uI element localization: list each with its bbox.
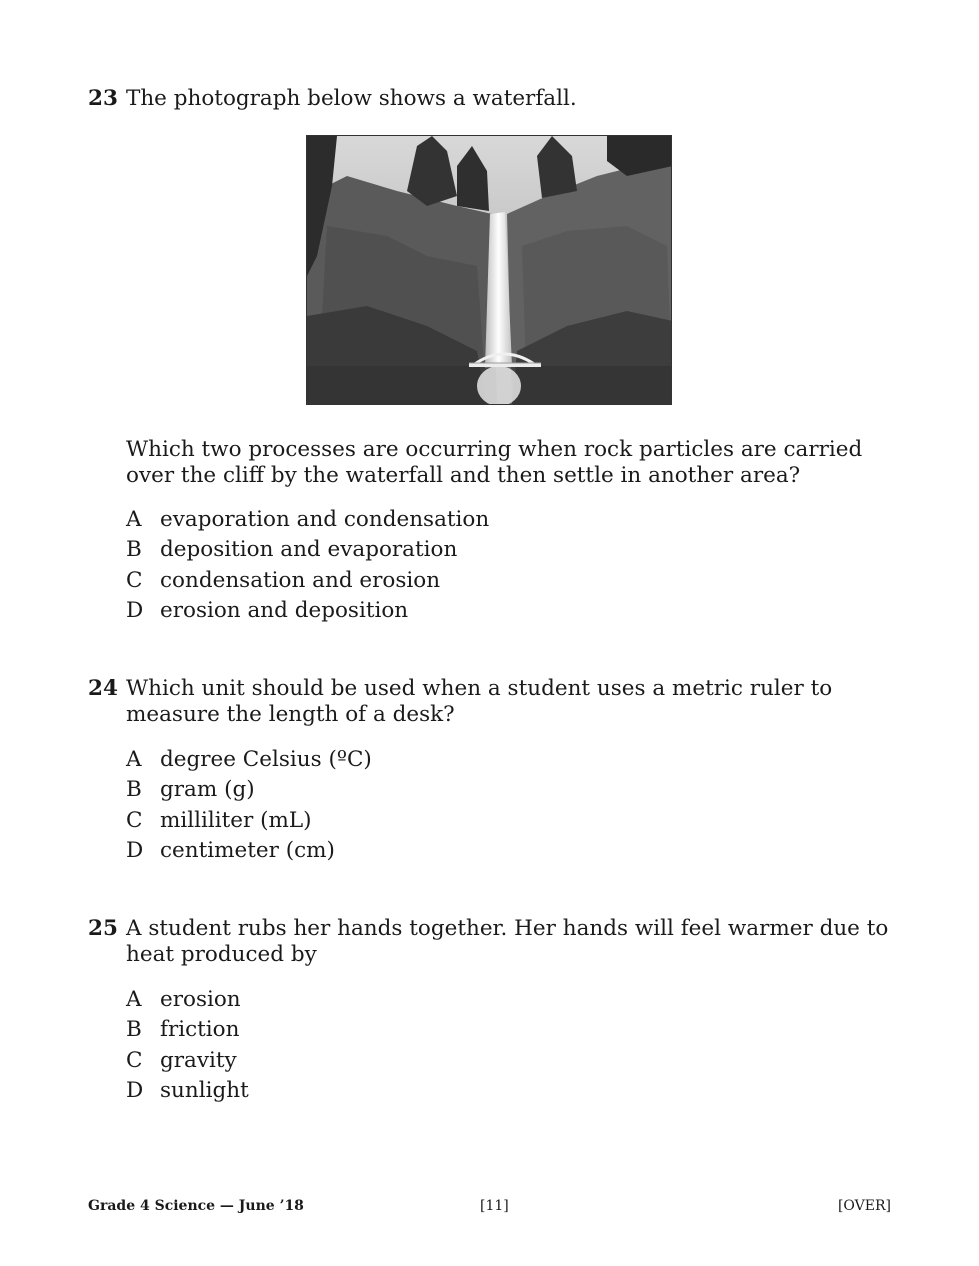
answer-option[interactable] [126, 747, 372, 777]
option-text: deposition and evaporation [160, 537, 458, 563]
option-text: friction [160, 1017, 240, 1043]
option-letter: A [126, 507, 142, 532]
option-text: degree Celsius (ºC) [160, 747, 372, 772]
option-letter: B [126, 777, 142, 803]
question-prompt: A student rubs her hands together. Her hands will feel warmer due to heat produced by [126, 916, 889, 967]
answer-option[interactable] [126, 537, 489, 567]
answer-option[interactable] [126, 777, 372, 807]
option-text: condensation and erosion [160, 567, 441, 593]
answer-option[interactable] [126, 838, 372, 868]
option-letter: D [126, 1077, 144, 1103]
footer-exam-title: Grade 4 Science — June ’18 [88, 1198, 304, 1214]
answer-option[interactable] [126, 987, 249, 1017]
option-text: erosion [160, 987, 241, 1012]
answer-option[interactable] [126, 507, 489, 537]
question-23 [88, 86, 898, 112]
answer-option[interactable] [126, 1017, 249, 1047]
option-letter: C [126, 567, 143, 593]
answer-option[interactable] [126, 808, 372, 838]
option-text: gram (g) [160, 777, 255, 803]
question-number: 25 [88, 916, 118, 941]
question-25 [88, 916, 898, 968]
option-letter: D [126, 597, 144, 623]
option-text: centimeter (cm) [160, 837, 335, 863]
option-letter: B [126, 537, 142, 563]
question-24-options [126, 747, 372, 868]
answer-option[interactable] [126, 598, 489, 628]
question-25-options [126, 987, 249, 1108]
option-letter: C [126, 807, 143, 833]
question-number: 23 [88, 86, 118, 111]
footer-over: [OVER] [837, 1198, 891, 1214]
option-letter: A [126, 987, 142, 1012]
option-text: gravity [160, 1047, 237, 1073]
question-23-stem: Which two processes are occurring when rock particles are carried over the cliff by the waterfall and then settle in another area? [126, 437, 863, 488]
answer-option[interactable] [126, 1078, 249, 1108]
option-text: sunlight [160, 1077, 249, 1103]
question-prompt: Which unit should be used when a student uses a metric ruler to measure the length of a desk? [126, 676, 833, 727]
option-text: erosion and deposition [160, 597, 409, 623]
answer-option[interactable] [126, 568, 489, 598]
page-number: [11] [480, 1198, 509, 1214]
answer-option[interactable] [126, 1048, 249, 1078]
question-24 [88, 676, 898, 728]
option-letter: D [126, 837, 144, 863]
question-prompt: The photograph below shows a waterfall. [126, 86, 577, 111]
question-23-options [126, 507, 489, 628]
option-letter: A [126, 747, 142, 772]
option-text: milliliter (mL) [160, 807, 312, 833]
question-number: 24 [88, 676, 118, 701]
option-letter: B [126, 1017, 142, 1043]
option-text: evaporation and condensation [160, 507, 490, 532]
waterfall-photograph [306, 135, 672, 405]
option-letter: C [126, 1047, 143, 1073]
